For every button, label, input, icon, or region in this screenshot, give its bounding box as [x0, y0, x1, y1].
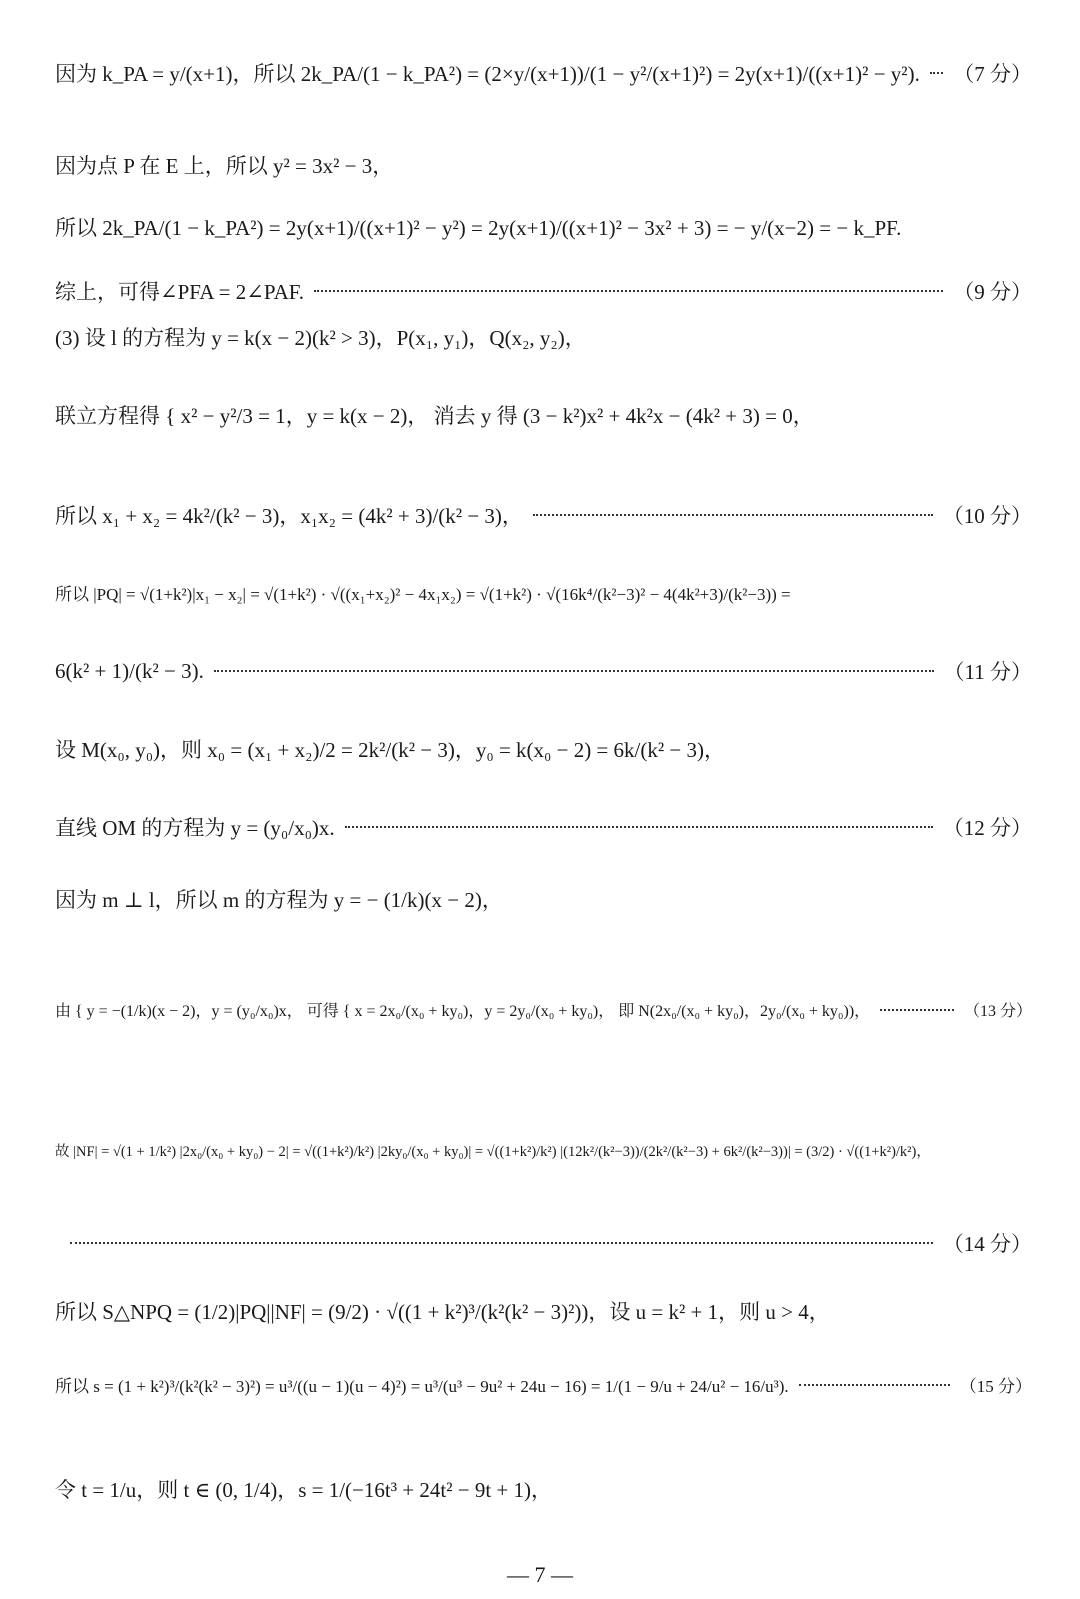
score-label: （12 分）: [942, 816, 1032, 840]
line-3: [55, 212, 1032, 242]
leader-dots: [70, 1242, 933, 1244]
score-label: （13 分）: [963, 1003, 1032, 1020]
line-5: [55, 322, 1032, 352]
line-text: 故 |NF| = √(1 + 1/k²) |2x₀/(x₀ + ky₀) − 2| = √((1+k²)/k²) |2ky₀/(x₀ + ky₀)| = √((1+k²)/k²) |(12k²/(k²−3))/(2k²/(k²−3) + 6k²/(k²−3))| = (3/2) · √((1+k²)/k²)，: [55, 1144, 931, 1160]
leader-dots: [214, 670, 934, 672]
score-label: （14 分）: [942, 1232, 1032, 1256]
leader-dots: [880, 1009, 954, 1011]
line-16: [55, 1296, 1032, 1326]
page-number: — 7 —: [507, 1562, 573, 1587]
line-text: 联立方程得 { x² − y²/3 = 1，y = k(x − 2)， 消去 y 得 (3 − k²)x² + 4k²x − (4k² + 3) = 0，: [55, 404, 814, 428]
score-label: （11 分）: [943, 660, 1032, 684]
leader-dots: [314, 290, 943, 292]
line-4: [55, 276, 1032, 306]
line-18: [55, 1474, 1032, 1504]
line-text: 令 t = 1/u，则 t ∈ (0, 1/4)，s = 1/(−16t³ + 24t² − 9t + 1)，: [55, 1478, 553, 1502]
score-label: （7 分）: [953, 62, 1032, 86]
line-14: [55, 1140, 1032, 1161]
line-text: 所以 |PQ| = √(1+k²)|x₁ − x₂| = √(1+k²) · √((x₁+x₂)² − 4x₁x₂) = √(1+k²) · √(16k⁴/(k²−3)² − 4(4k²+3)/(k²−3)) =: [55, 585, 791, 604]
line-text: 6(k² + 1)/(k² − 3).: [55, 658, 204, 683]
line-12: [55, 884, 1032, 914]
line-8: [55, 580, 1032, 605]
line-11: [55, 812, 1032, 842]
line-text: 设 M(x₀, y₀)，则 x₀ = (x₁ + x₂)/2 = 2k²/(k² − 3)，y₀ = k(x₀ − 2) = 6k/(k² − 3)，: [55, 738, 725, 762]
leader-dots: [930, 72, 943, 74]
score-label: （10 分）: [942, 504, 1032, 528]
score-label: （9 分）: [953, 280, 1032, 304]
line-text: 因为 k_PA = y/(x+1)，所以 2k_PA/(1 − k_PA²) = (2×y/(x+1))/(1 − y²/(x+1)²) = 2y(x+1)/((x+1)² − y²).: [55, 62, 920, 86]
line-text: 所以 x₁ + x₂ = 4k²/(k² − 3)，x₁x₂ = (4k² + 3)/(k² − 3)，: [55, 504, 523, 528]
line-6: [55, 400, 1032, 430]
line-text: (3) 设 l 的方程为 y = k(x − 2)(k² > 3)，P(x₁, y₁)，Q(x₂, y₂)，: [55, 326, 586, 350]
line-text: 因为 m ⊥ l，所以 m 的方程为 y = − (1/k)(x − 2)，: [55, 888, 503, 912]
leader-dots: [345, 826, 933, 828]
line-text: 所以 s = (1 + k²)³/(k²(k² − 3)²) = u³/((u − 1)(u − 4)²) = u³/(u³ − 9u² + 24u − 16) = 1/(1 − 9/u + 24/u² − 16/u³).: [55, 1377, 789, 1396]
line-9: [55, 656, 1032, 686]
line-13: [55, 998, 1032, 1021]
line-text: 综上，可得∠PFA = 2∠PAF.: [55, 280, 305, 304]
line-2: [55, 150, 1032, 180]
score-label: （15 分）: [959, 1377, 1032, 1396]
line-7: [55, 500, 1032, 530]
line-10: [55, 734, 1032, 764]
leader-dots: [799, 1384, 950, 1386]
line-text: 因为点 P 在 E 上，所以 y² = 3x² − 3，: [55, 154, 394, 178]
line-text: 所以 2k_PA/(1 − k_PA²) = 2y(x+1)/((x+1)² − y²) = 2y(x+1)/((x+1)² − 3x² + 3) = − y/(x−2) = − k_PF.: [55, 216, 902, 240]
line-17: [55, 1372, 1032, 1397]
leader-dots: [533, 514, 933, 516]
line-text: 所以 S△NPQ = (1/2)|PQ||NF| = (9/2) · √((1 + k²)³/(k²(k² − 3)²))，设 u = k² + 1，则 u > 4，: [55, 1300, 830, 1324]
line-text: 由 { y = −(1/k)(x − 2)，y = (y₀/x₀)x， 可得 { x = 2x₀/(x₀ + ky₀)，y = 2y₀/(x₀ + ky₀)， 即 N(2x₀/(x₀ + ky₀)，2y₀/(x₀ + ky₀))，: [55, 1003, 871, 1020]
line-1: [55, 58, 1032, 88]
line-15: [70, 1228, 1032, 1258]
line-text: 直线 OM 的方程为 y = (y₀/x₀)x.: [55, 816, 335, 840]
